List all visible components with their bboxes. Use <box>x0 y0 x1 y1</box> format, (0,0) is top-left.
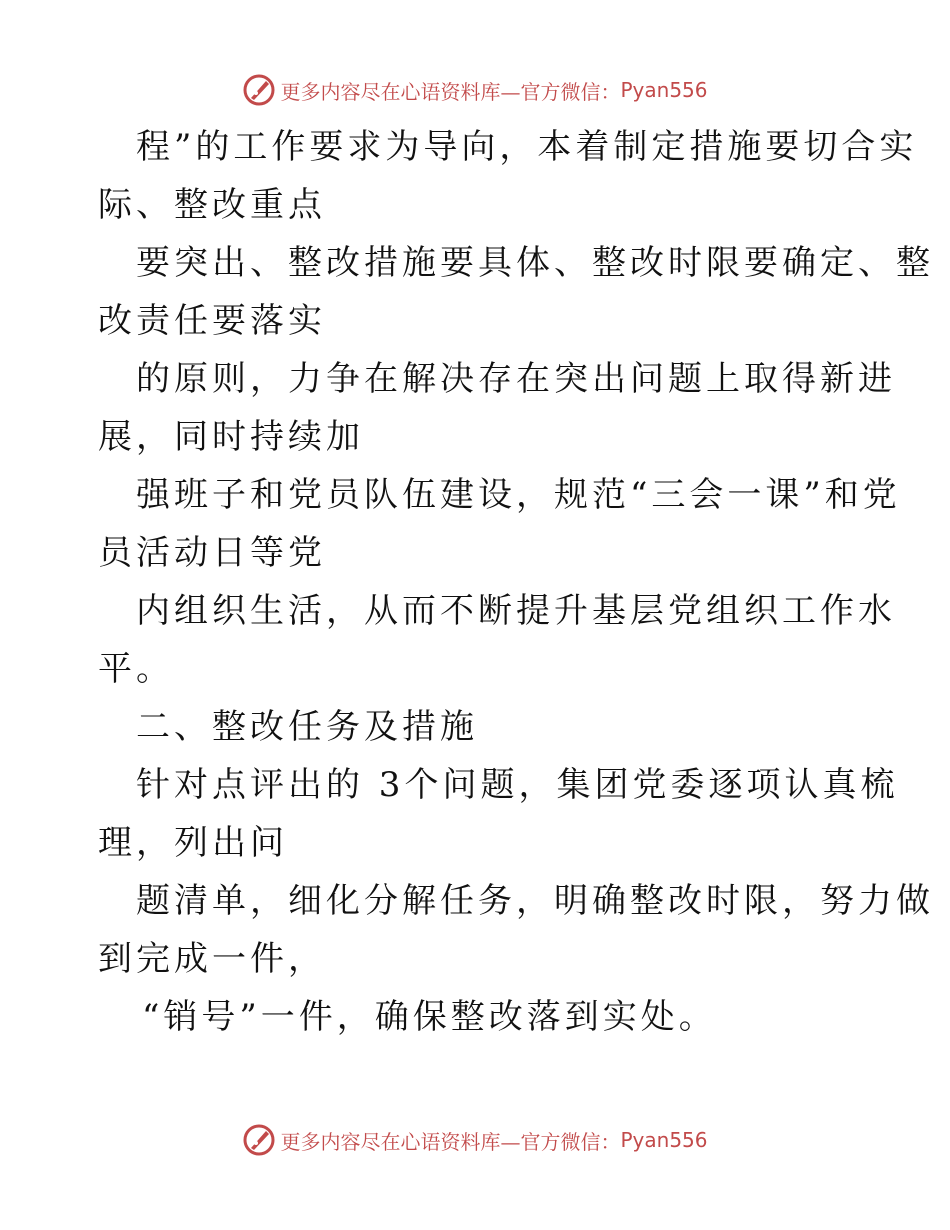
body-line: 际、整改重点 <box>98 185 326 225</box>
body-line: 题清单，细化分解任务，明确整改时限，努力做 <box>136 881 934 921</box>
pen-nib-logo-icon <box>242 1123 276 1157</box>
footer-banner <box>0 1120 950 1160</box>
section-heading: 二、整改任务及措施 <box>136 707 478 747</box>
body-line: 改责任要落实 <box>98 301 326 341</box>
header-banner <box>0 70 950 110</box>
body-line: 针对点评出的 3个问题，集团党委逐项认真梳 <box>136 765 899 805</box>
body-line: “销号”一件，确保整改落到实处。 <box>142 997 717 1037</box>
document-body <box>98 118 934 1046</box>
footer-brand: Pyan556 <box>620 1128 708 1152</box>
body-line: 的原则，力争在解决存在突出问题上取得新进 <box>136 359 896 399</box>
body-line: 要突出、整改措施要具体、整改时限要确定、整 <box>136 243 934 283</box>
header-text: 更多内容尽在心语资料库—官方微信： <box>280 79 621 104</box>
body-line: 理，列出问 <box>98 823 288 863</box>
body-line: 强班子和党员队伍建设，规范“三会一课”和党 <box>136 475 901 515</box>
body-line: 程”的工作要求为导向，本着制定措施要切合实 <box>136 127 918 167</box>
body-line: 员活动日等党 <box>98 533 326 573</box>
body-line: 平。 <box>98 649 174 689</box>
body-line: 到完成一件， <box>98 939 326 979</box>
body-line: 展，同时持续加 <box>98 417 364 457</box>
footer-text: 更多内容尽在心语资料库—官方微信： <box>280 1129 621 1154</box>
header-brand: Pyan556 <box>620 78 708 102</box>
pen-nib-logo-icon <box>242 73 276 107</box>
body-line: 内组织生活，从而不断提升基层党组织工作水 <box>136 591 896 631</box>
